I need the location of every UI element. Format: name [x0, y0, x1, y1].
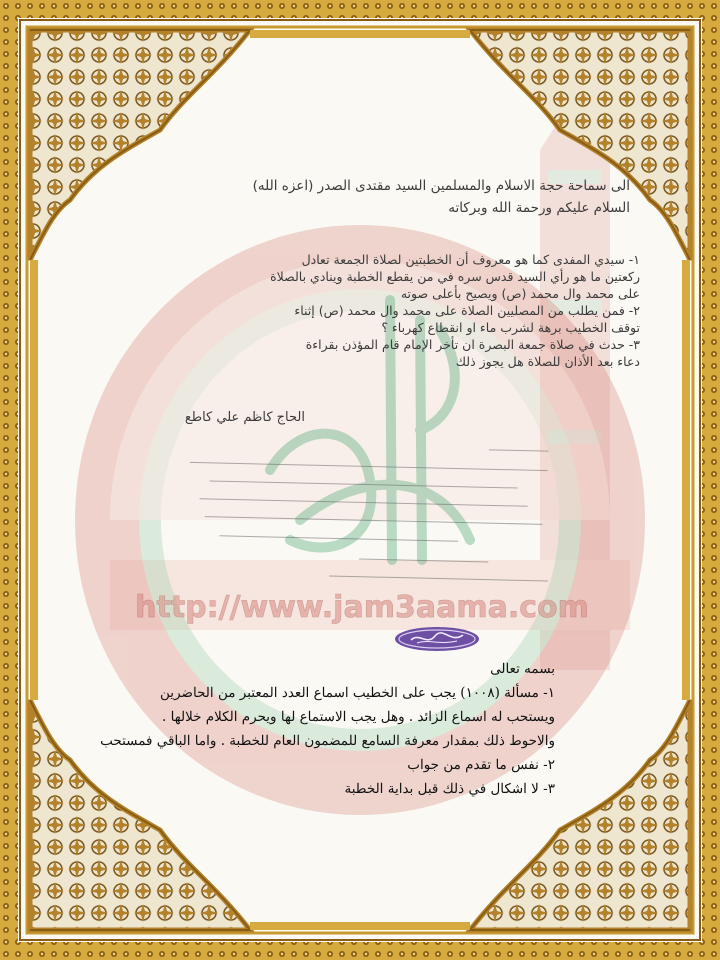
- answer-line: ٢- نفس ما تقدم من جواب: [407, 757, 555, 773]
- question-line: ٣- حدث في صلاة جمعة البصرة ان تأخر الإمام قام المؤذن بقراءة: [305, 337, 640, 352]
- handwriting-stroke: [359, 549, 491, 563]
- letter-signature: الحاج كاظم علي كاطع: [184, 410, 305, 425]
- office-seal: [393, 626, 481, 652]
- answer-line: ويستحب له اسماع الزائد . وهل يجب الاستماع لها ويحرم الكلام خلالها .: [162, 709, 555, 725]
- top-left-corner-ornament: [30, 30, 250, 260]
- handwriting-stroke: [205, 506, 546, 525]
- salutation-line: السلام عليكم ورحمة الله وبركاته: [448, 200, 630, 216]
- handwriting-stroke: [219, 525, 461, 541]
- handwriting-stroke: [489, 439, 552, 451]
- answer-line: والاحوط ذلك بمقدار معرفة السامع للمضمون العام للخطبة . واما الباقي فمستحب: [100, 733, 555, 749]
- handwriting-stroke: [190, 452, 551, 471]
- top-right-corner-ornament: [470, 30, 690, 260]
- handwriting-stroke: [199, 488, 530, 506]
- handwriting-stroke: [209, 470, 520, 488]
- question-line: ١- سيدي المفدى كما هو معروف أن الخطبتين لصلاة الجمعة تعادل: [301, 252, 640, 267]
- handwritten-reply: [170, 440, 550, 590]
- answer-line: ١- مسألة (١٠٠٨) يجب على الخطيب اسماع العدد المعتبر من الحاضرين: [160, 685, 555, 701]
- question-line: على محمد وال محمد (ص) ويصيح بأعلى صوته: [400, 286, 640, 301]
- answer-line: ٣- لا اشكال في ذلك قبل بداية الخطبة: [344, 781, 555, 797]
- salutation-line: الى سماحة حجة الاسلام والمسلمين السيد مقتدى الصدر (اعزه الله): [252, 178, 630, 194]
- question-line: ٢- فمن يطلب من المصليين الصلاة على محمد وال محمد (ص) إثناء: [294, 303, 640, 318]
- bottom-band: [250, 922, 470, 930]
- handwriting-stroke: [329, 566, 551, 582]
- question-line: ركعتين ما هو رأي السيد قدس سره في من يقطع الخطبة وينادي بالصلاة: [270, 269, 640, 284]
- question-line: توقف الخطيب برهة لشرب ماء او انقطاع كهرباء ؟: [381, 320, 640, 335]
- question-line: دعاء بعد الأذان للصلاة هل يجوز ذلك: [455, 354, 640, 369]
- left-side-band: [30, 260, 38, 700]
- top-band: [250, 30, 470, 38]
- answer-heading: بسمه تعالى: [490, 661, 555, 677]
- answer-block: [15, 657, 555, 801]
- watermark-url: http://www.jam3aama.com: [135, 590, 589, 625]
- right-side-band: [682, 260, 690, 700]
